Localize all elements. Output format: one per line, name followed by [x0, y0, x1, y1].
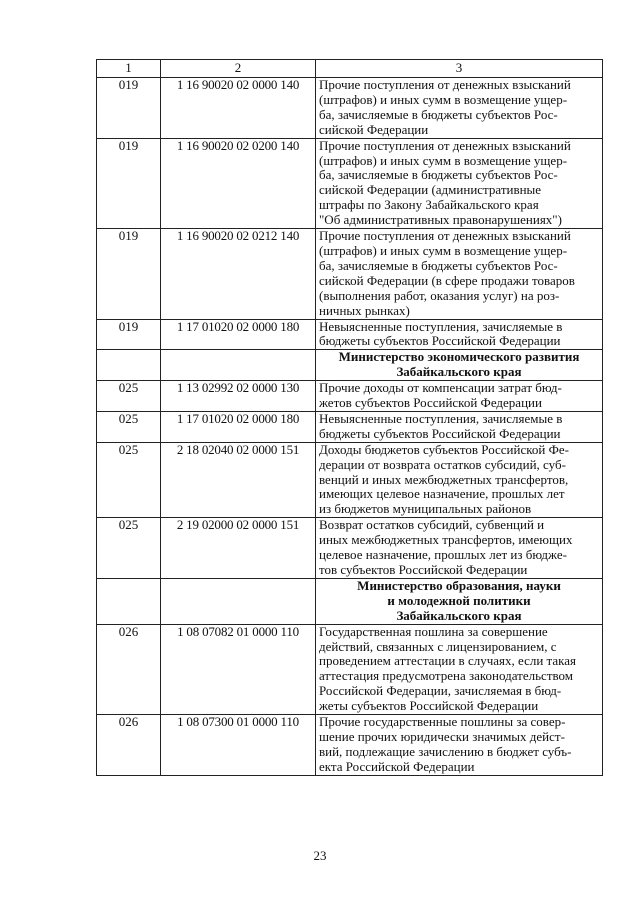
text-line: Министерство экономического развития — [338, 349, 580, 365]
empty-cell — [97, 350, 161, 381]
table-row — [97, 381, 603, 412]
section-heading — [316, 350, 603, 381]
text-line: Невыясненные поступления, зачисляемые в — [319, 410, 563, 426]
text-line: венций и иных межбюджетных трансфертов, — [319, 471, 569, 487]
budget-code-cell: 1 16 90020 02 0000 140 — [161, 78, 316, 139]
text-line: из бюджетов муниципальных районов — [319, 501, 532, 517]
admin-code-cell: 026 — [97, 624, 161, 714]
admin-code-cell: 026 — [97, 715, 161, 776]
admin-code-cell: 019 — [97, 78, 161, 139]
description-cell — [316, 442, 603, 518]
table-row — [97, 319, 603, 350]
admin-code-cell: 019 — [97, 319, 161, 350]
budget-code-cell: 1 08 07082 01 0000 110 — [161, 624, 316, 714]
section-heading — [316, 578, 603, 624]
description-cell — [316, 411, 603, 442]
description-cell — [316, 381, 603, 412]
text-line: сийской Федерации (в сфере продажи товаров — [319, 272, 575, 288]
revenue-codes-table — [96, 59, 603, 776]
header-col-2: 2 — [161, 60, 316, 78]
text-line: сийской Федерации — [319, 121, 429, 137]
text-line: и молодежной политики — [387, 592, 531, 608]
description-cell — [316, 624, 603, 714]
admin-code-cell: 019 — [97, 138, 161, 228]
budget-code-cell: 1 17 01020 02 0000 180 — [161, 411, 316, 442]
text-line: Государственная пошлина за совершение — [319, 623, 548, 639]
empty-cell — [97, 578, 161, 624]
description-cell — [316, 319, 603, 350]
budget-code-cell: 2 18 02040 02 0000 151 — [161, 442, 316, 518]
text-line: целевое назначение, прошлых лет из бюдже- — [319, 547, 567, 563]
text-line: бюджеты субъектов Российской Федерации — [319, 425, 561, 441]
text-line: штрафы по Закону Забайкальского края — [319, 197, 539, 213]
description-cell — [316, 78, 603, 139]
table-row — [97, 442, 603, 518]
admin-code-cell: 025 — [97, 442, 161, 518]
text-line: ничных рынках) — [319, 302, 410, 318]
header-col-3: 3 — [316, 60, 603, 78]
text-line: Забайкальского края — [396, 607, 522, 623]
text-line: (штрафов) и иных сумм в возмещение ущер- — [319, 242, 568, 258]
budget-code-cell: 1 13 02992 02 0000 130 — [161, 381, 316, 412]
text-line: Прочие государственные пошлины за совер- — [319, 714, 566, 730]
text-line: тов субъектов Российской Федерации — [319, 562, 528, 577]
text-line: Забайкальского края — [396, 364, 522, 380]
header-col-1: 1 — [97, 60, 161, 78]
section-heading-row — [97, 578, 603, 624]
table-row — [97, 518, 603, 579]
text-line: (выполнения работ, оказания услуг) на роз- — [319, 287, 560, 303]
text-line: Прочие поступления от денежных взысканий — [319, 137, 571, 153]
table-row — [97, 138, 603, 228]
budget-code-cell: 1 17 01020 02 0000 180 — [161, 319, 316, 350]
section-heading-row — [97, 350, 603, 381]
table-row — [97, 624, 603, 714]
admin-code-cell: 019 — [97, 229, 161, 319]
text-line: сийской Федерации (административные — [319, 182, 542, 198]
table-header-row — [97, 60, 603, 78]
empty-cell — [161, 578, 316, 624]
text-line: действий, связанных с лицензированием, с — [319, 638, 557, 654]
admin-code-cell: 025 — [97, 411, 161, 442]
table-row — [97, 715, 603, 776]
budget-code-cell: 1 08 07300 01 0000 110 — [161, 715, 316, 776]
text-line: ба, зачисляемые в бюджеты субъектов Рос- — [319, 106, 558, 122]
text-line: Министерство образования, науки — [357, 577, 561, 593]
text-line: Прочие поступления от денежных взысканий — [319, 77, 571, 92]
table-row — [97, 229, 603, 319]
description-cell — [316, 229, 603, 319]
text-line: ба, зачисляемые в бюджеты субъектов Рос- — [319, 257, 558, 273]
admin-code-cell: 025 — [97, 381, 161, 412]
text-line: шение прочих юридически значимых дейст- — [319, 728, 565, 744]
empty-cell — [161, 350, 316, 381]
text-line: Прочие поступления от денежных взысканий — [319, 228, 571, 244]
text-line: (штрафов) и иных сумм в возмещение ущер- — [319, 152, 568, 168]
text-line: иных межбюджетных трансфертов, имеющих — [319, 532, 573, 548]
text-line: ба, зачисляемые в бюджеты субъектов Рос- — [319, 167, 558, 183]
budget-code-cell: 2 19 02000 02 0000 151 — [161, 518, 316, 579]
table-row — [97, 411, 603, 442]
admin-code-cell: 025 — [97, 518, 161, 579]
text-line: Российской Федерации, зачисляемая в бюд- — [319, 683, 562, 699]
text-line: Невыясненные поступления, зачисляемые в — [319, 318, 563, 334]
text-line: екта Российской Федерации — [319, 758, 475, 774]
text-line: Доходы бюджетов субъектов Российской Фе- — [319, 441, 569, 457]
budget-code-cell: 1 16 90020 02 0212 140 — [161, 229, 316, 319]
description-cell — [316, 715, 603, 776]
text-line: дерации от возврата остатков субсидий, суб- — [319, 456, 566, 472]
table-row — [97, 78, 603, 139]
text-line: Прочие доходы от компенсации затрат бюд- — [319, 380, 562, 396]
text-line: проведением аттестации в случаях, если такая — [319, 653, 577, 669]
budget-code-cell: 1 16 90020 02 0200 140 — [161, 138, 316, 228]
text-line: имеющих целевое назначение, прошлых лет — [319, 486, 565, 502]
text-line: вий, подлежащие зачислению в бюджет субъ- — [319, 743, 572, 759]
text-line: "Об административных правонарушениях") — [319, 212, 562, 228]
text-line: жетов субъектов Российской Федерации — [319, 395, 542, 411]
table-body — [97, 78, 603, 776]
text-line: жеты субъектов Российской Федерации — [319, 698, 539, 714]
description-cell — [316, 518, 603, 579]
text-line: (штрафов) и иных сумм в возмещение ущер- — [319, 91, 568, 107]
text-line: бюджеты субъектов Российской Федерации — [319, 333, 561, 349]
page-number: 23 — [313, 848, 327, 863]
description-cell — [316, 138, 603, 228]
text-line: Возврат остатков субсидий, субвенций и — [319, 517, 545, 533]
text-line: аттестация предусмотрена законодательством — [319, 668, 574, 684]
